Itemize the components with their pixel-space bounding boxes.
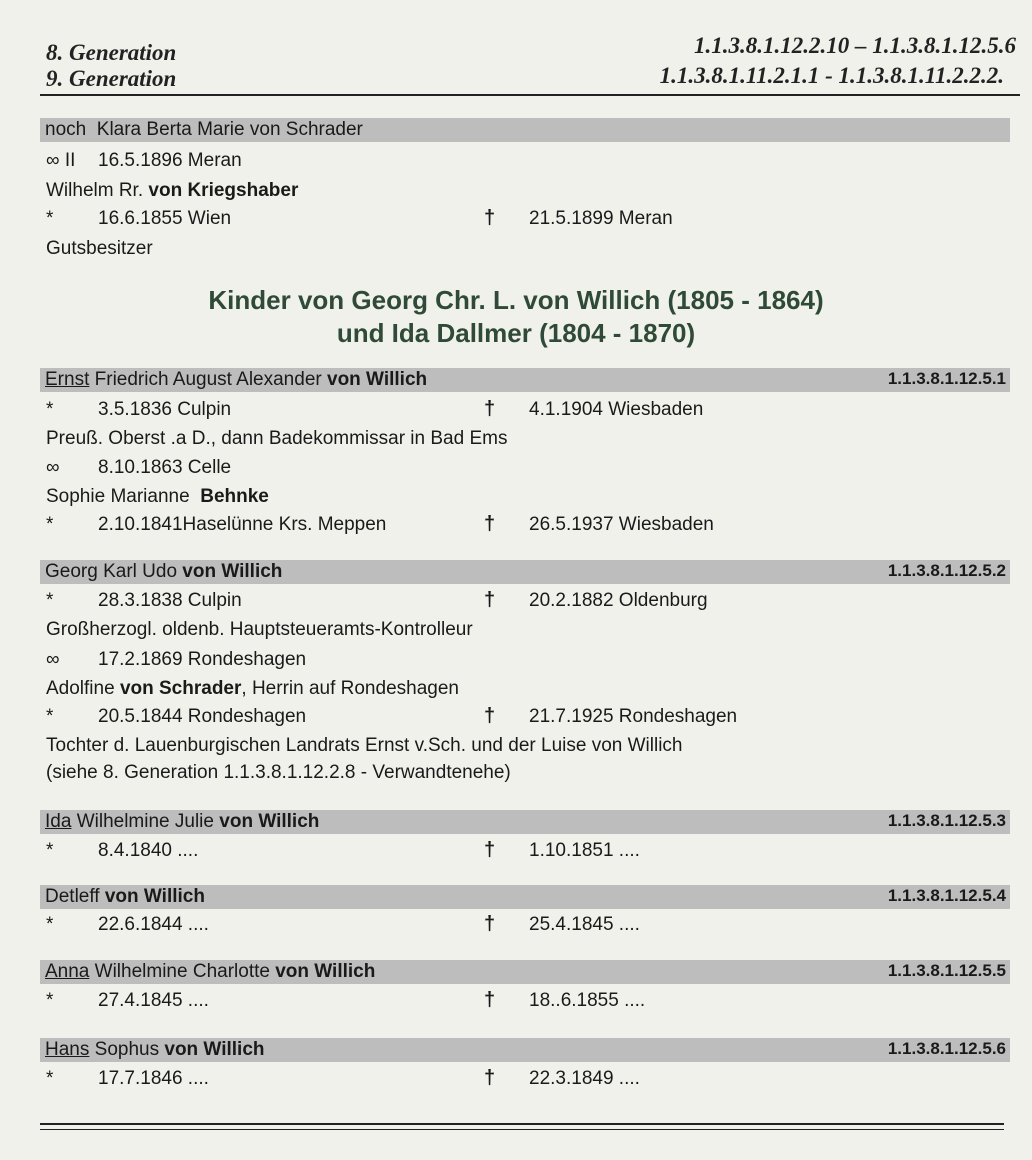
georg-marriage: 17.2.1869 Rondeshagen: [98, 649, 307, 670]
klara-spouse-death: 21.5.1899 Meran: [529, 208, 673, 229]
klara-spouse-occupation: Gutsbesitzer: [46, 238, 153, 259]
ernst-death: 4.1.1904 Wiesbaden: [529, 399, 704, 420]
spouse-first: Adolfine: [46, 678, 115, 699]
detleff-birth: 22.6.1844 ....: [98, 914, 209, 935]
birth-star: *: [46, 990, 54, 1011]
detleff-death: 25.4.1845 ....: [529, 914, 640, 935]
death-cross-icon: †: [484, 1067, 496, 1089]
header-divider: [40, 94, 1020, 96]
klara-marriage: 16.5.1896 Meran: [98, 150, 242, 171]
entry-bar-ernst: [40, 368, 1010, 392]
generation-range-right-1: 1.1.3.8.1.12.2.10 – 1.1.3.8.1.12.5.6: [694, 33, 1016, 58]
birth-star: *: [46, 840, 54, 861]
ernst-birth: 3.5.1836 Culpin: [98, 399, 232, 420]
entry-bar-detleff: [40, 885, 1010, 909]
entry-bar-klara: [40, 118, 1010, 142]
georg-spouse-birth: 20.5.1844 Rondeshagen: [98, 706, 307, 727]
first-name: Ernst: [45, 369, 90, 390]
birth-star: *: [46, 208, 54, 229]
entry-bar-hans: [40, 1038, 1010, 1062]
entry-bar-anna: [40, 960, 1010, 984]
footer-divider: [40, 1123, 1004, 1125]
entry-name-detleff: [45, 886, 205, 908]
georg-note-2: (siehe 8. Generation 1.1.3.8.1.12.2.8 - Verwandtenehe): [46, 762, 511, 783]
birth-star: *: [46, 1068, 54, 1089]
ernst-spouse: [46, 486, 269, 508]
generation-label-left-2: 9. Generation: [46, 66, 177, 91]
anna-death: 18..6.1855 ....: [529, 990, 646, 1011]
klara-spouse-birth: 16.6.1855 Wien: [98, 208, 232, 229]
birth-star: *: [46, 706, 54, 727]
klara-spouse: [46, 180, 298, 202]
middle-names: Friedrich August Alexander: [94, 369, 322, 390]
ernst-occupation: Preuß. Oberst .a D., dann Badekommissar in Bad Ems: [46, 428, 508, 449]
first-name: Anna: [45, 961, 90, 982]
georg-note-1: Tochter d. Lauenburgischen Landrats Ernst v.Sch. und der Luise von Willich: [46, 735, 683, 756]
generation-range-right-2: 1.1.3.8.1.11.2.1.1 - 1.1.3.8.1.11.2.2.2.: [659, 63, 1004, 88]
entry-name-klara: [45, 119, 363, 141]
death-cross-icon: †: [484, 513, 496, 535]
entry-id: 1.1.3.8.1.12.5.3: [887, 811, 1006, 830]
klara-name: Klara Berta Marie von Schrader: [96, 119, 363, 140]
birth-star: *: [46, 514, 54, 535]
ida-death: 1.10.1851 ....: [529, 840, 640, 861]
spouse-last: von Schrader: [119, 678, 242, 699]
birth-star: *: [46, 399, 54, 420]
death-cross-icon: †: [484, 705, 496, 727]
last-name: von Willich: [182, 561, 283, 582]
entry-name-anna: [45, 961, 375, 983]
section-title-line2: und Ida Dallmer (1804 - 1870): [336, 318, 696, 348]
georg-death: 20.2.1882 Oldenburg: [529, 590, 708, 611]
birth-star: *: [46, 590, 54, 611]
last-name: von Willich: [164, 1039, 265, 1060]
first-name: Ida: [45, 811, 72, 832]
entry-name-georg: [45, 561, 282, 583]
hans-birth: 17.7.1846 ....: [98, 1068, 209, 1089]
entry-bar-georg: [40, 560, 1010, 584]
last-name: von Willich: [104, 886, 205, 907]
ernst-spouse-birth: 2.10.1841Haselünne Krs. Meppen: [98, 514, 387, 535]
entry-id: 1.1.3.8.1.12.5.5: [887, 961, 1006, 980]
section-title-line1: Kinder von Georg Chr. L. von Willich (1805 - 1864): [208, 285, 824, 315]
georg-spouse-death: 21.7.1925 Rondeshagen: [529, 706, 738, 727]
death-cross-icon: †: [484, 398, 496, 420]
ernst-marriage: 8.10.1863 Celle: [98, 457, 232, 478]
middle-names: Sophus: [94, 1039, 160, 1060]
ida-birth: 8.4.1840 ....: [98, 840, 199, 861]
klara-marriage-symbol: ∞ II: [46, 150, 76, 171]
death-cross-icon: †: [484, 589, 496, 611]
spouse-last: Behnke: [200, 486, 269, 507]
spouse-title: , Herrin auf Rondeshagen: [241, 678, 459, 699]
last-name: von Willich: [327, 369, 428, 390]
spouse-last: von Kriegshaber: [148, 180, 299, 201]
entry-id: 1.1.3.8.1.12.5.6: [887, 1039, 1006, 1058]
death-cross-icon: †: [484, 913, 496, 935]
entry-id: 1.1.3.8.1.12.5.1: [887, 369, 1006, 388]
entry-name-hans: [45, 1039, 265, 1061]
middle-names: Wilhelmine Charlotte: [94, 961, 270, 982]
death-cross-icon: †: [484, 207, 496, 229]
entry-name-ernst: [45, 369, 427, 391]
last-name: von Willich: [219, 811, 320, 832]
first-name: Detleff: [45, 886, 100, 907]
georg-occupation: Großherzogl. oldenb. Hauptsteueramts-Kontrolleur: [46, 619, 473, 640]
birth-star: *: [46, 914, 54, 935]
ernst-spouse-death: 26.5.1937 Wiesbaden: [529, 514, 714, 535]
death-cross-icon: †: [484, 989, 496, 1011]
death-cross-icon: †: [484, 839, 496, 861]
first-names: Georg Karl Udo: [45, 561, 178, 582]
entry-id: 1.1.3.8.1.12.5.4: [887, 886, 1006, 905]
georg-spouse: [46, 678, 459, 700]
first-name: Hans: [45, 1039, 90, 1060]
marriage-symbol: ∞: [46, 457, 60, 478]
last-name: von Willich: [275, 961, 376, 982]
spouse-first: Wilhelm Rr.: [46, 180, 144, 201]
generation-label-left-1: 8. Generation: [46, 40, 177, 65]
noch-prefix: noch: [45, 119, 87, 140]
spouse-first: Sophie Marianne: [46, 486, 190, 507]
marriage-symbol: ∞: [46, 649, 60, 670]
entry-id: 1.1.3.8.1.12.5.2: [887, 561, 1006, 580]
hans-death: 22.3.1849 ....: [529, 1068, 640, 1089]
anna-birth: 27.4.1845 ....: [98, 990, 209, 1011]
georg-birth: 28.3.1838 Culpin: [98, 590, 242, 611]
entry-name-ida: [45, 811, 319, 833]
footer-divider-thin: [40, 1129, 1004, 1130]
entry-bar-ida: [40, 810, 1010, 834]
middle-names: Wilhelmine Julie: [76, 811, 214, 832]
